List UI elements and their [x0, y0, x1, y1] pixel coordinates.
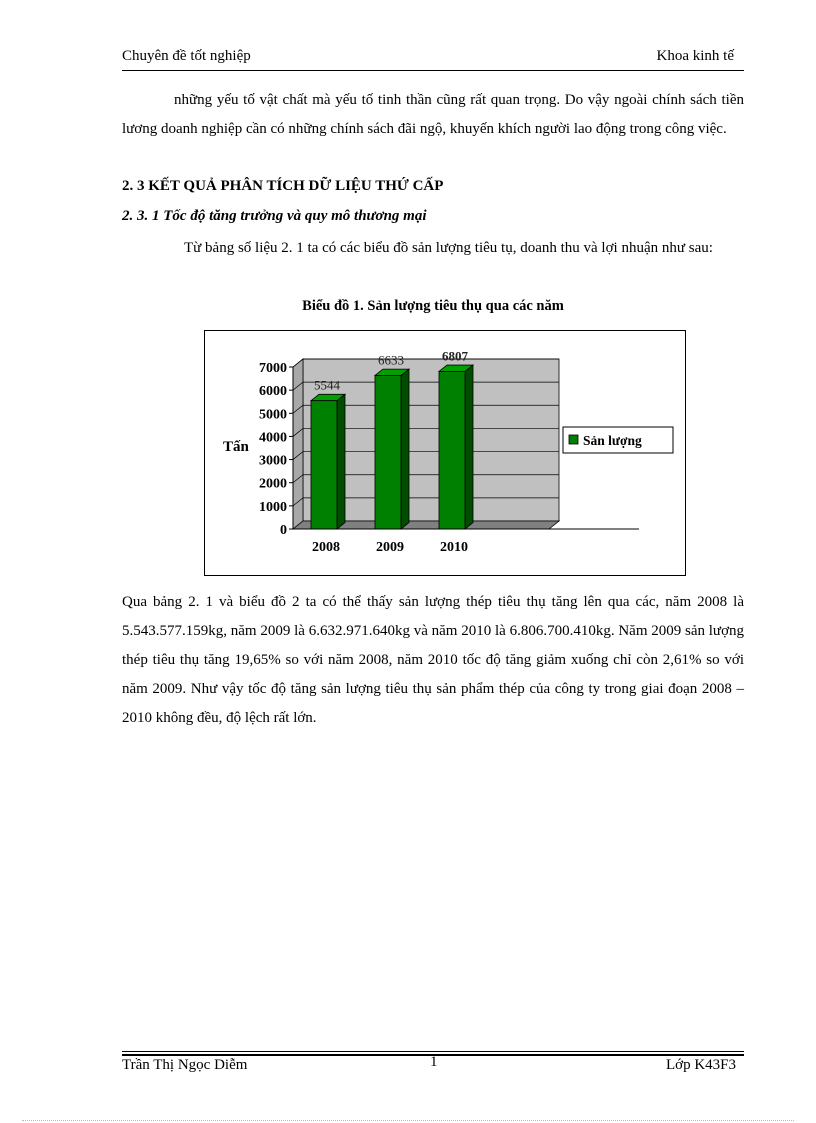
chart-y-axis-title: Tấn — [223, 439, 249, 455]
chart-y-tick-label: 0 — [280, 523, 287, 538]
chart-bar — [375, 375, 401, 529]
footer-class: Lớp K43F3 — [665, 1057, 736, 1073]
header-left-text: Chuyên đề tốt nghiệp — [122, 48, 251, 64]
paragraph-chart-intro: Từ bảng số liệu 2. 1 ta có các biểu đồ sản lượng tiêu tụ, doanh thu và lợi nhuận như sau: — [184, 240, 713, 256]
footer-author: Trần Thị Ngọc Diễm — [122, 1057, 248, 1073]
section-heading: 2. 3 KẾT QUẢ PHÂN TÍCH DỮ LIỆU THỨ CẤP — [122, 178, 444, 194]
chart-bar-side — [337, 394, 345, 529]
chart-y-tick-label: 4000 — [259, 430, 287, 446]
chart-data-label: 6807 — [442, 348, 468, 364]
chart-frame — [204, 330, 686, 576]
paragraph-intro: những yếu tố vật chất mà yếu tố tinh thần cũng rất quan trọng. Do vậy ngoài chính sách tiền lương doanh nghiệp cần có những chính sách đãi ngộ, khuyến khích người lao động trong công việc. — [122, 92, 744, 137]
header-right-text: Khoa kinh tế — [656, 48, 734, 64]
footer-rule — [122, 1051, 744, 1052]
chart-y-tick-label: 5000 — [259, 407, 287, 423]
chart-bar — [311, 401, 337, 529]
chart-data-label: 6633 — [378, 352, 404, 368]
page-edge — [22, 1120, 794, 1121]
chart-y-tick-label: 7000 — [259, 361, 287, 376]
chart-legend-swatch — [569, 435, 578, 444]
chart-x-tick-label: 2010 — [440, 540, 468, 555]
bar-chart — [205, 331, 685, 575]
chart-x-tick-label: 2008 — [312, 540, 340, 555]
chart-bar — [439, 371, 465, 529]
chart-bar-side — [465, 365, 473, 529]
header-rule — [122, 70, 744, 71]
chart-y-tick-label: 2000 — [259, 476, 287, 492]
chart-side-wall — [293, 359, 303, 529]
chart-bar-side — [401, 369, 409, 529]
page-number: 1 — [430, 1054, 438, 1070]
chart-caption: Biểu đồ 1. Sản lượng tiêu thụ qua các năm — [302, 298, 564, 314]
chart-legend-label: Sản lượng — [583, 433, 642, 448]
chart-x-tick-label: 2009 — [376, 540, 404, 555]
paragraph-analysis: Qua bảng 2. 1 và biểu đồ 2 ta có thể thấy sản lượng thép tiêu thụ tăng lên qua các, năm 2008 là 5.543.577.159kg, năm 2009 là 6.632.971.640kg và năm 2010 là 6.806.700.410kg. Năm 2009 sản lượng thép tiêu thụ tăng 19,65% so với năm 2008, năm 2010 tốc độ tăng giảm xuống chỉ còn 2,61% so với năm 2009. Như vậy tốc độ tăng sản lượng tiêu thụ sản phẩm thép của công ty trong giai đoạn 2008 – 2010 không đều, độ lệch rất lớn. — [122, 594, 744, 726]
chart-y-tick-label: 6000 — [259, 384, 287, 400]
chart-y-tick-label: 1000 — [259, 499, 287, 515]
subsection-heading: 2. 3. 1 Tốc độ tăng trưởng và quy mô thương mại — [122, 208, 427, 224]
chart-y-tick-label: 3000 — [259, 453, 287, 469]
chart-data-label: 5544 — [314, 377, 340, 393]
